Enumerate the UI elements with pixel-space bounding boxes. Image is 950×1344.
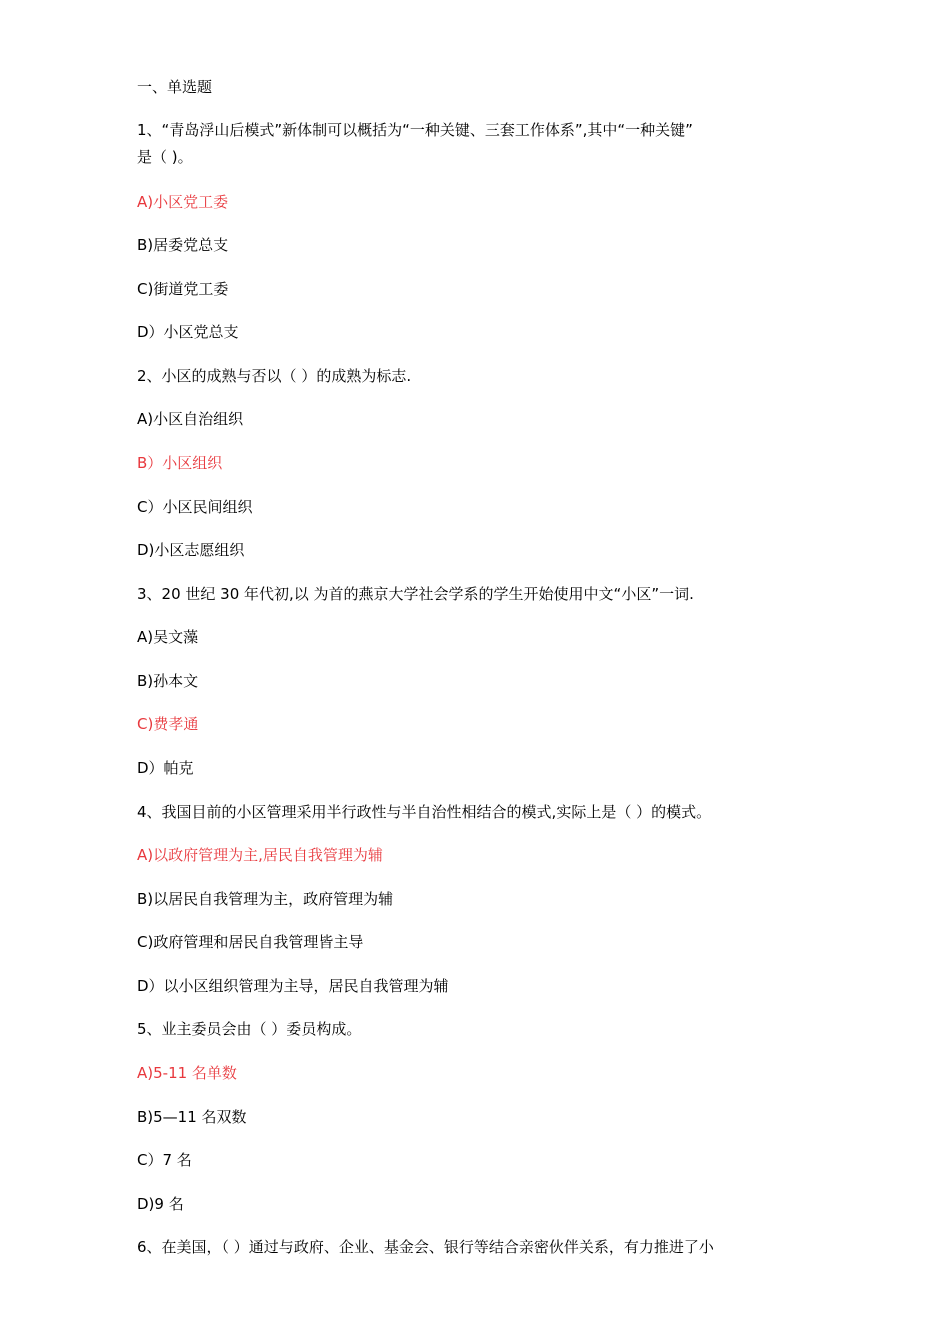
question-5-option-a: A)5-11 名单数 <box>137 1064 237 1082</box>
question-2-stem: 2、小区的成熟与否以（ ）的成熟为标志. <box>137 367 412 385</box>
question-1-stem-line-2: 是（ )。 <box>137 148 193 166</box>
question-4-stem: 4、我国目前的小区管理采用半行政性与半自治性相结合的模式,实际上是（ ）的模式。 <box>137 803 712 821</box>
question-5-option-b: B)5—11 名双数 <box>137 1108 247 1126</box>
question-4-option-b: B)以居民自我管理为主，政府管理为辅 <box>137 890 394 908</box>
section-heading: 一、单选题 <box>137 78 213 96</box>
question-3-stem: 3、20 世纪 30 年代初,以 为首的燕京大学社会学系的学生开始使用中文“小区”一词. <box>137 585 694 603</box>
question-1-stem-line-1: 1、“青岛浮山后模式”新体制可以概括为“一种关键、三套工作体系”,其中“一种关键” <box>137 121 693 139</box>
question-2-option-c: C）小区民间组织 <box>137 498 253 516</box>
question-5-option-d: D)9 名 <box>137 1195 184 1213</box>
question-5-option-c: C）7 名 <box>137 1151 192 1169</box>
question-2-option-d: D)小区志愿组织 <box>137 541 245 559</box>
question-1-option-b: B)居委党总支 <box>137 236 229 254</box>
question-3-option-d: D）帕克 <box>137 759 194 777</box>
question-1-option-a: A)小区党工委 <box>137 193 229 211</box>
question-2-option-a: A)小区自治组织 <box>137 410 244 428</box>
question-3-option-b: B)孙本文 <box>137 672 199 690</box>
question-6-stem: 6、在美国，（ ）通过与政府、企业、基金会、银行等结合亲密伙伴关系，有力推进了小 <box>137 1238 714 1256</box>
question-2-option-b: B）小区组织 <box>137 454 223 472</box>
question-3-option-a: A)吴文藻 <box>137 628 199 646</box>
question-4-option-c: C)政府管理和居民自我管理皆主导 <box>137 933 364 951</box>
question-3-option-c: C)费孝通 <box>137 715 199 733</box>
question-1-option-d: D）小区党总支 <box>137 323 239 341</box>
question-1-option-c: C)街道党工委 <box>137 280 229 298</box>
question-5-stem: 5、业主委员会由（ ）委员构成。 <box>137 1020 362 1038</box>
question-4-option-a: A)以政府管理为主,居民自我管理为辅 <box>137 846 383 864</box>
question-4-option-d: D）以小区组织管理为主导，居民自我管理为辅 <box>137 977 449 995</box>
